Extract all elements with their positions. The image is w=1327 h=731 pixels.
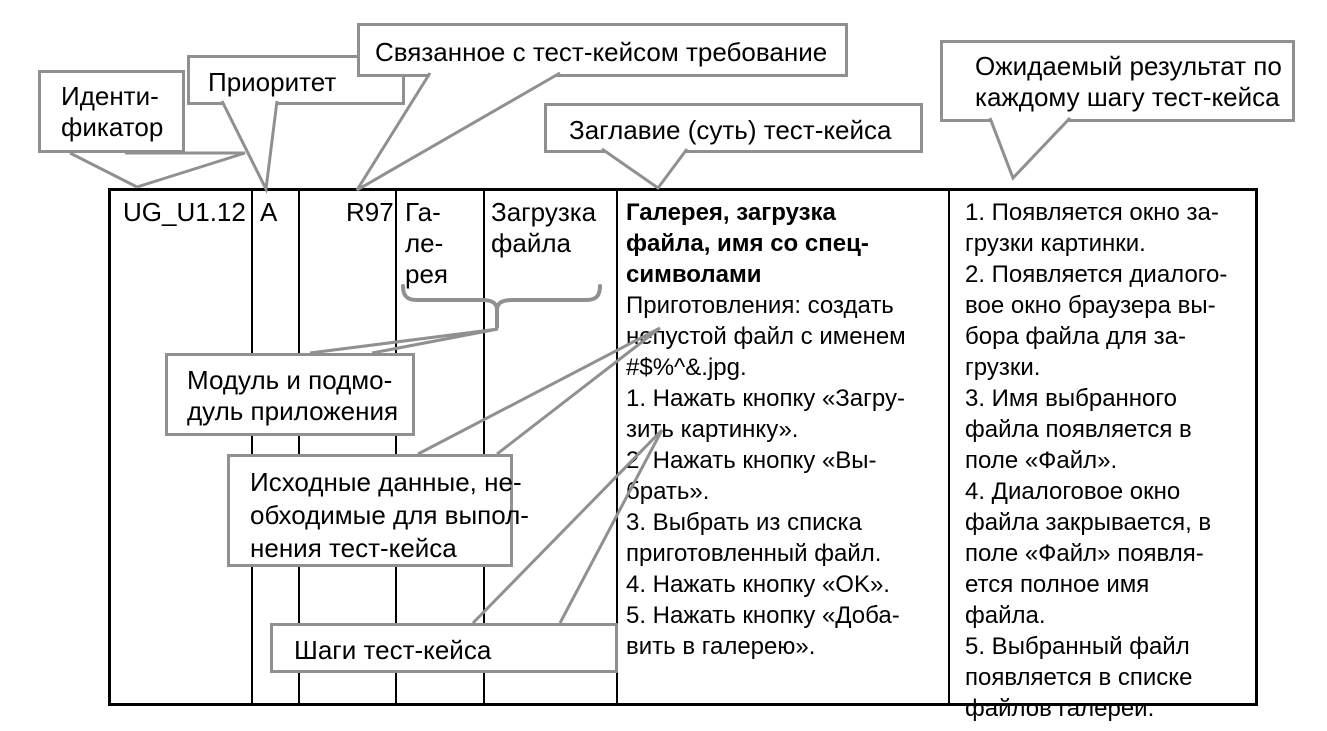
callout-expected-result xyxy=(940,40,1295,122)
cell-case-text xyxy=(618,191,950,703)
case-body-text: Приготовления: создать непустой файл с именем #$%^&.jpg. 1. Нажать кнопку «Загру- зить картинку». 2. Нажать кнопку «Вы- брать». 3. Выбрать из списка приготовленный файл. 4. Нажать кнопку «OK». 5. Нажать кнопку «Доба- вить в галерею». xyxy=(626,292,906,660)
callout-case-title xyxy=(544,103,923,153)
cell-expected-results xyxy=(950,191,1255,722)
callout-module-label: Модуль и подмо- дуль приложения xyxy=(187,365,399,426)
callout-identifier xyxy=(38,70,185,153)
case-title-tail-line xyxy=(602,149,687,188)
callout-module xyxy=(165,353,415,436)
callout-input-data xyxy=(227,454,529,567)
identifier-tail-line xyxy=(70,153,245,187)
identifier-value: UG_U1.12 xyxy=(123,197,246,227)
callout-priority-label: Приоритет xyxy=(208,67,337,97)
module-value: Га- ле- рея xyxy=(405,197,448,289)
submodule-value: Загрузка файла xyxy=(491,197,597,258)
priority-tail-line xyxy=(222,101,277,189)
expected-result-tail-line xyxy=(990,118,1070,178)
callout-steps xyxy=(270,623,618,673)
callout-input-data-label: Исходные данные, не- обходимые для выпол- нения тест-кейса xyxy=(250,467,529,563)
callout-case-title-label: Заглавие (суть) тест-кейса xyxy=(569,115,892,145)
requirement-value: R97 xyxy=(346,197,394,227)
callout-requirement xyxy=(357,23,848,77)
callout-requirement-label: Связанное с тест-кейсом требование xyxy=(375,37,828,67)
callout-expected-result-label: Ожидаемый результат по каждому шагу тест-кейса xyxy=(975,51,1282,112)
callout-steps-label: Шаги тест-кейса xyxy=(294,635,492,665)
callout-identifier-label: Иденти- фикатор xyxy=(61,81,164,142)
priority-value: A xyxy=(260,197,278,227)
case-title-text: Галерея, загрузка файла, имя со спец- символами xyxy=(626,199,869,288)
expected-results-text: 1. Появляется окно за- грузки картинки. 2. Появляется диалого- вое окно браузера вы- бора файла для за- грузки. 3. Имя выбранного файла появляется в поле «Файл». 4. Диалоговое окно файла закрывается, в поле «Файл» появля- ется полное имя файла. 5. Выбранный файл появляется в списке файлов галереи. xyxy=(965,199,1228,722)
cell-identifier xyxy=(111,191,253,703)
